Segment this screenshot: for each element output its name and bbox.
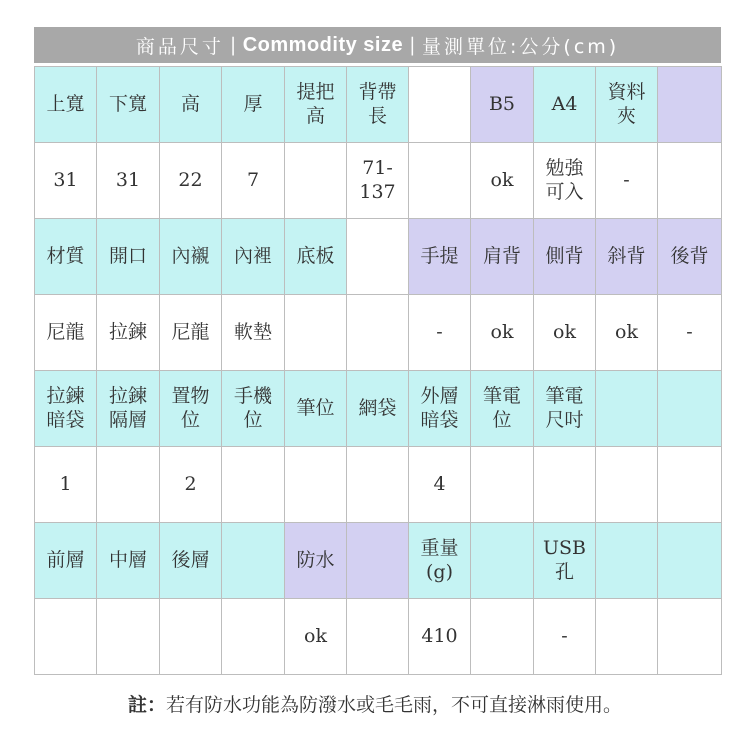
table-row <box>35 219 722 295</box>
table-header-cell: 側背 <box>534 219 596 295</box>
spec-table <box>34 66 722 675</box>
table-header-cell: 筆位 <box>285 371 347 447</box>
table-cell: ok <box>534 295 596 371</box>
table-header-cell: 肩背 <box>471 219 534 295</box>
title-bar <box>34 27 721 63</box>
table-header-cell: 手提 <box>409 219 471 295</box>
table-cell: 1 <box>35 447 97 523</box>
table-cell: 31 <box>35 143 97 219</box>
table-cell <box>97 447 160 523</box>
table-cell: 2 <box>160 447 222 523</box>
table-header-cell: 網袋 <box>347 371 409 447</box>
table-header-cell: 提把 高 <box>285 67 347 143</box>
table-header-cell: 後層 <box>160 523 222 599</box>
table-cell: ok <box>471 143 534 219</box>
table-header-cell: 材質 <box>35 219 97 295</box>
table-cell: - <box>534 599 596 675</box>
table-row <box>35 599 722 675</box>
table-header-cell: 斜背 <box>596 219 658 295</box>
table-header-cell <box>596 523 658 599</box>
table-cell <box>409 143 471 219</box>
table-header-cell: 拉鍊 隔層 <box>97 371 160 447</box>
table-cell: 尼龍 <box>35 295 97 371</box>
table-cell: - <box>658 295 722 371</box>
table-cell <box>658 447 722 523</box>
table-header-cell: 後背 <box>658 219 722 295</box>
table-header-cell: 外層 暗袋 <box>409 371 471 447</box>
table-cell <box>35 599 97 675</box>
table-header-cell: 下寬 <box>97 67 160 143</box>
table-header-cell: 前層 <box>35 523 97 599</box>
table-row <box>35 523 722 599</box>
title-english: Commodity size <box>242 33 404 56</box>
table-header-cell: 筆電 位 <box>471 371 534 447</box>
table-header-cell: 厚 <box>222 67 285 143</box>
table-header-cell: 內襯 <box>160 219 222 295</box>
table-cell <box>471 599 534 675</box>
table-header-cell <box>471 523 534 599</box>
table-cell: 410 <box>409 599 471 675</box>
table-cell <box>596 599 658 675</box>
table-header-cell: B5 <box>471 67 534 143</box>
table-header-cell <box>658 523 722 599</box>
table-header-cell <box>658 67 722 143</box>
table-cell <box>285 447 347 523</box>
table-cell <box>347 599 409 675</box>
table-header-cell: 內裡 <box>222 219 285 295</box>
table-cell: ok <box>596 295 658 371</box>
table-cell: 4 <box>409 447 471 523</box>
table-header-cell: USB 孔 <box>534 523 596 599</box>
title-chinese: 商品尺寸 <box>135 35 224 58</box>
footnote <box>0 690 750 717</box>
table-header-cell <box>596 371 658 447</box>
title-separator: | <box>229 34 237 56</box>
footnote-text: 若有防水功能為防潑水或毛毛雨，不可直接淋雨使用。 <box>166 694 623 716</box>
table-cell <box>347 447 409 523</box>
title-separator: | <box>409 34 416 56</box>
table-cell: 軟墊 <box>222 295 285 371</box>
table-cell <box>285 143 347 219</box>
table-header-cell <box>222 523 285 599</box>
table-cell <box>222 599 285 675</box>
table-cell <box>471 447 534 523</box>
table-cell <box>658 143 722 219</box>
table-header-cell: 拉鍊 暗袋 <box>35 371 97 447</box>
table-cell <box>160 599 222 675</box>
table-cell <box>596 447 658 523</box>
title-unit: 量測單位:公分(cm) <box>422 35 620 58</box>
table-header-cell: 重量 (g) <box>409 523 471 599</box>
table-cell <box>285 295 347 371</box>
table-header-cell: 中層 <box>97 523 160 599</box>
table-row <box>35 447 722 523</box>
table-cell: 31 <box>97 143 160 219</box>
table-header-cell: 防水 <box>285 523 347 599</box>
table-cell <box>534 447 596 523</box>
table-cell: ok <box>471 295 534 371</box>
table-cell: 拉鍊 <box>97 295 160 371</box>
table-cell <box>97 599 160 675</box>
table-header-cell: 開口 <box>97 219 160 295</box>
table-cell: 7 <box>222 143 285 219</box>
table-header-cell: 筆電 尺吋 <box>534 371 596 447</box>
table-row <box>35 371 722 447</box>
table-header-cell: 背帶 長 <box>347 67 409 143</box>
table-header-cell: 上寬 <box>35 67 97 143</box>
table-row <box>35 143 722 219</box>
table-cell: 71- 137 <box>347 143 409 219</box>
table-cell <box>222 447 285 523</box>
table-cell <box>409 67 471 143</box>
table-cell: - <box>596 143 658 219</box>
table-header-cell: 置物 位 <box>160 371 222 447</box>
table-header-cell: 手機 位 <box>222 371 285 447</box>
table-cell: 勉強 可入 <box>534 143 596 219</box>
table-header-cell <box>347 523 409 599</box>
table-cell: 尼龍 <box>160 295 222 371</box>
table-header-cell: 底板 <box>285 219 347 295</box>
table-cell <box>347 295 409 371</box>
table-header-cell <box>658 371 722 447</box>
table-cell <box>658 599 722 675</box>
table-cell: 22 <box>160 143 222 219</box>
table-cell: ok <box>285 599 347 675</box>
table-row <box>35 295 722 371</box>
table-header-cell: A4 <box>534 67 596 143</box>
table-row <box>35 67 722 143</box>
table-header-cell: 高 <box>160 67 222 143</box>
footnote-label: 註： <box>127 694 166 716</box>
table-header-cell: 資料 夾 <box>596 67 658 143</box>
table-cell: - <box>409 295 471 371</box>
table-cell <box>347 219 409 295</box>
